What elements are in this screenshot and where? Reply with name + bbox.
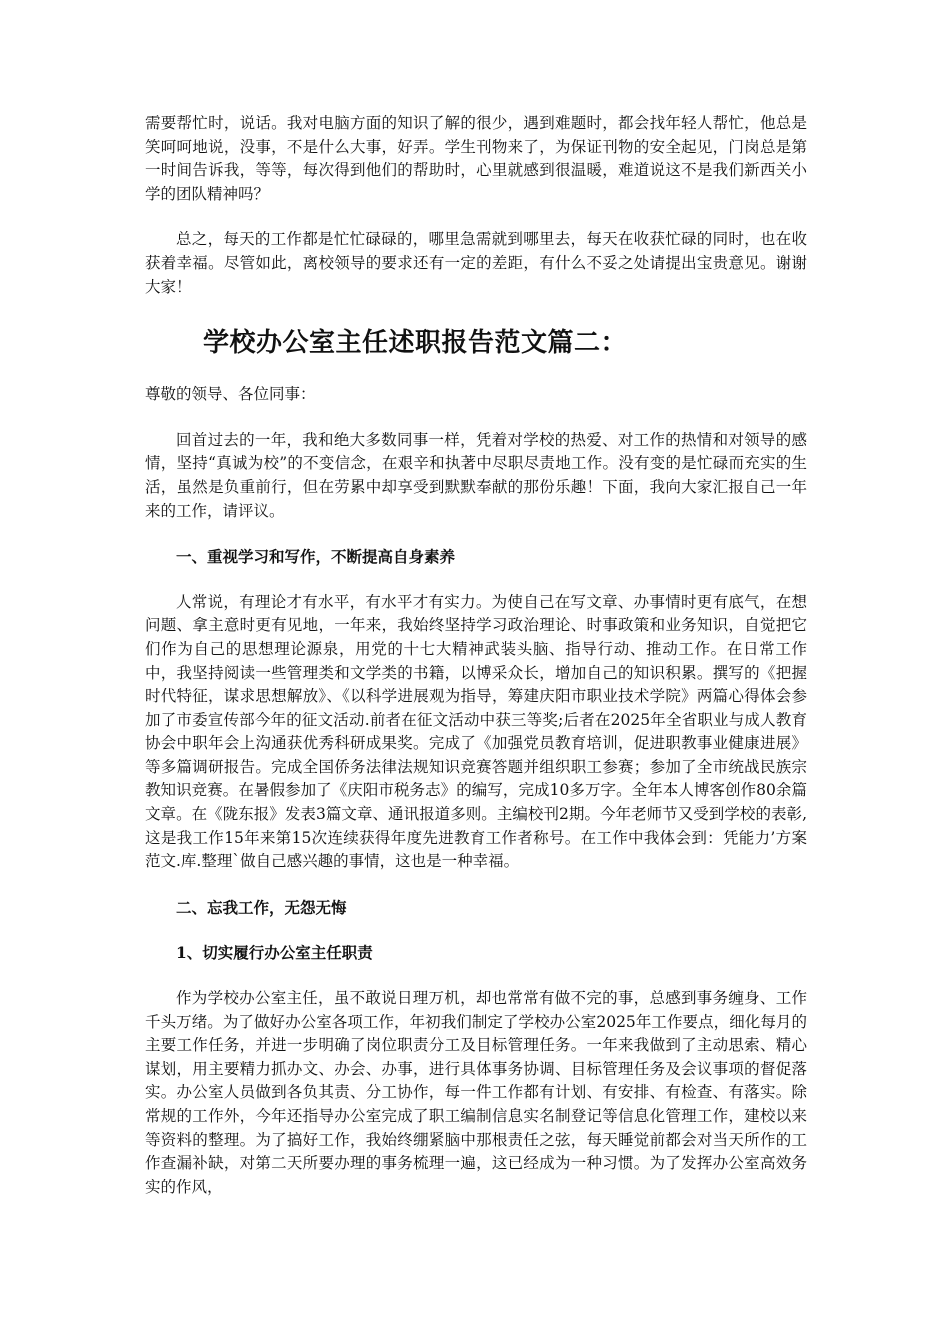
subsection-1-paragraph: 作为学校办公室主任，虽不敢说日理万机，却也常常有做不完的事，总感到事务缠身、工作千头万绪。为了做好办公室各项工作，年初我们制定了学校办公室2025年工作要点，细化每月的主要工作任务，并进一步明确了岗位职责分工及目标管理任务。一年来我做到了主动思索、精心谋划，用主要精力抓办文、办会、办事，进行具体事务协调、目标管理任务及会议事项的督促落实。办公室人员做到各负其责、分工协作，每一件工作都有计划、有安排、有检查、有落实。除常规的工作外，今年还指导办公室完成了职工编制信息实名制登记等信息化管理工作，建校以来等资料的整理。为了搞好工作，我始终绷紧脑中那根责任之弦，每天睡觉前都会对当天所作的工作查漏补缺，对第二天所要办理的事务梳理一遍，这已经成为一种习惯。为了发挥办公室高效务实的作风， xyxy=(145,989,807,1196)
intro-paragraph-1: 需要帮忙时，说话。我对电脑方面的知识了解的很少，遇到难题时，都会找年轻人帮忙，他总是笑呵呵地说，没事，不是什么大事，好弄。学生刊物来了，为保证刊物的安全起见，门岗总是第一时间告诉我，等等，每次得到他们的帮助时，心里就感到很温暖，难道说这不是我们新西关小学的团队精神吗？ xyxy=(145,114,807,203)
section-1-heading: 一、重视学习和写作，不断提高自身素养 xyxy=(176,547,456,567)
document-title: 学校办公室主任述职报告范文篇二： xyxy=(203,328,628,359)
salutation: 尊敬的领导、各位同事： xyxy=(145,385,316,404)
opening-paragraph: 回首过去的一年，我和绝大多数同事一样，凭着对学校的热爱、对工作的热情和对领导的感情，坚持“真诚为校”的不变信念，在艰辛和执著中尽职尽责地工作。没有变的是忙碌而充实的生活，虽然是负重前行，但在劳累中却享受到默默奉献的那份乐趣！下面，我向大家汇报自己一年来的工作，请评议。 xyxy=(145,430,807,520)
document-page xyxy=(145,112,807,1199)
section-2-heading: 二、忘我工作，无怨无悔 xyxy=(176,897,347,917)
section-1-paragraph: 人常说，有理论才有水平，有水平才有实力。为使自己在写文章、办事情时更有底气，在想问题、拿主意时更有见地，一年来，我始终坚持学习政治理论、时事政策和业务知识，自觉把它们作为自己的思想理论源泉，用党的十七大精神武装头脑、指导行动、推动工作。在日常工作中，我坚持阅读一些管理类和文学类的书籍，以博采众长，增加自己的知识积累。撰写的《把握时代特征，谋求思想解放》、《以科学进展观为指导，筹建庆阳市职业技术学院》两篇心得体会参加了市委宣传部今年的征文活动.前者在征文活动中获三等奖;后者在2025年全省职业与成人教育协会中职年会上沟通获优秀科研成果奖。完成了《加强党员教育培训，促进职教事业健康进展》等多篇调研报告。完成全国侨务法律法规知识竞赛答题并组织职工参赛；参加了全市统战民族宗教知识竞赛。在暑假参加了《庆阳市税务志》的编写，完成10多万字。全年本人博客创作80余篇文章。在《陇东报》发表3篇文章、通讯报道多则。主编校刊2期。今年老师节又受到学校的表彰,这是我工作15年来第15次连续获得年度先进教育工作者称号。在工作中我体会到：凭能力’方案范文.库.整理`做自己感兴趣的事情，这也是一种幸福。 xyxy=(145,592,807,871)
subsection-1-heading: 1、切实履行办公室主任职责 xyxy=(176,943,373,963)
intro-paragraph-2: 总之，每天的工作都是忙忙碌碌的，哪里急需就到哪里去，每天在收获忙碌的同时，也在收获着幸福。尽管如此，离校领导的要求还有一定的差距，有什么不妥之处请提出宝贵意见。谢谢大家！ xyxy=(145,230,807,296)
